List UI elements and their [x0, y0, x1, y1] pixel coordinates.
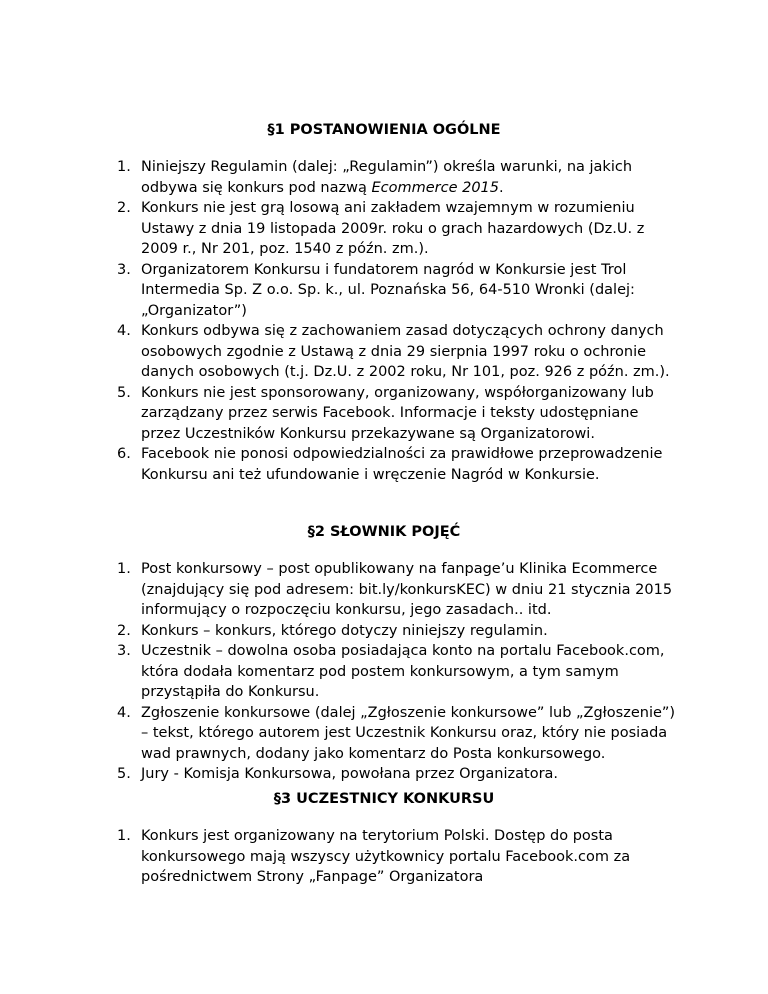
section-3-list	[117, 826, 677, 888]
list-item-number: 1.	[117, 159, 131, 175]
contest-name: Ecommerce 2015	[371, 179, 500, 196]
list-item	[117, 198, 677, 260]
list-item-number: 1.	[117, 561, 131, 577]
list-item-text: Konkurs jest organizowany na terytorium Polski. Dostęp do posta konkursowego mają wszyscy użytkownicy portalu Facebook.com za pośrednictwem Strony „Fanpage” Organizatora	[141, 828, 631, 885]
list-item-text: Zgłoszenie konkursowe (dalej „Zgłoszenie konkursowe” lub „Zgłoszenie”) – tekst, którego autorem jest Uczestnik Konkursu oraz, który nie posiada wad prawnych, dodany jako komentarz do Posta konkursowego.	[141, 704, 676, 762]
section-1-list	[117, 157, 677, 485]
list-item-number: 6.	[117, 446, 131, 462]
list-item-number: 3.	[117, 261, 131, 278]
list-item-number: 4.	[117, 323, 131, 339]
list-item-number: 5.	[117, 384, 131, 401]
list-item	[117, 764, 677, 785]
list-item-text: Konkurs odbywa się z zachowaniem zasad dotyczących ochrony danych osobowych zgodnie z Ustawą z dnia 29 sierpnia 1997 roku o ochronie danych osobowych (t.j. Dz.U. z 2002 roku, Nr 101, poz. 926 z późn. zm.).	[141, 323, 670, 380]
list-item	[117, 444, 677, 485]
list-item	[117, 559, 677, 621]
list-item-number: 4.	[117, 704, 131, 721]
list-item-text: Organizatorem Konkursu i fundatorem nagród w Konkursie jest Trol Intermedia Sp. Z o.o. Sp. k., ul. Poznańska 56, 64-510 Wronki (dalej: „Organizator”)	[141, 261, 635, 319]
list-item-text: Uczestnik – dowolna osoba posiadająca konto na portalu Facebook.com, która dodała komentarz pod postem konkursowym, a tym samym przystąpiła do Konkursu.	[141, 643, 665, 700]
list-item-text: Niniejszy Regulamin (dalej: „Regulamin”) określa warunki, na jakich odbywa się konkurs pod nazwą	[141, 159, 633, 196]
list-item	[117, 621, 677, 642]
list-item	[117, 826, 677, 888]
list-item	[117, 641, 677, 703]
section-3-title: §3 UCZESTNICY KONKURSU	[273, 791, 495, 807]
list-item	[117, 260, 677, 322]
list-item: 1. Niniejszy Regulamin (dalej: „Regulamin”) określa warunki, na jakich odbywa się konkurs pod nazwą Ecommerce 2015.	[117, 159, 633, 196]
list-item-text: Konkurs nie jest sponsorowany, organizowany, współorganizowany lub zarządzany przez serwis Facebook. Informacje i teksty udostępniane przez Uczestników Konkursu przekazywane są Organizatorowi.	[141, 384, 654, 442]
list-item-number: 1.	[117, 828, 131, 844]
list-item-text: Facebook nie ponosi odpowiedzialności za prawidłowe przeprowadzenie Konkursu ani też ufundowanie i wręczenie Nagród w Konkursie.	[141, 446, 663, 483]
section-1-title: §1 POSTANOWIENIA OGÓLNE	[267, 122, 501, 138]
list-item-number: 3.	[117, 643, 131, 659]
list-item-text: Jury - Komisja Konkursowa, powołana przez Organizatora.	[141, 766, 559, 782]
list-item-number: 5.	[117, 766, 131, 782]
list-item-number: 2.	[117, 622, 131, 639]
list-item	[117, 321, 677, 383]
list-item-text: Konkurs nie jest grą losową ani zakładem wzajemnym w rozumieniu Ustawy z dnia 19 listopada 2009r. roku o grach hazardowych (Dz.U. z 2009 r., Nr 201, poz. 1540 z późn. zm.).	[141, 200, 645, 257]
list-item-text: Konkurs – konkurs, którego dotyczy niniejszy regulamin.	[141, 622, 548, 639]
list-item	[117, 703, 677, 765]
list-item-number: 2.	[117, 200, 131, 216]
list-item-text: Post konkursowy – post opublikowany na fanpage’u Klinika Ecommerce (znajdujący się pod adresem: bit.ly/konkursKEC) w dniu 21 stycznia 2015 informujący o rozpoczęciu konkursu, jego zasadach.. itd.	[141, 561, 673, 618]
list-item	[117, 383, 677, 445]
section-2-title: §2 SŁOWNIK POJĘĆ	[307, 524, 461, 540]
section-2-list	[117, 559, 677, 785]
